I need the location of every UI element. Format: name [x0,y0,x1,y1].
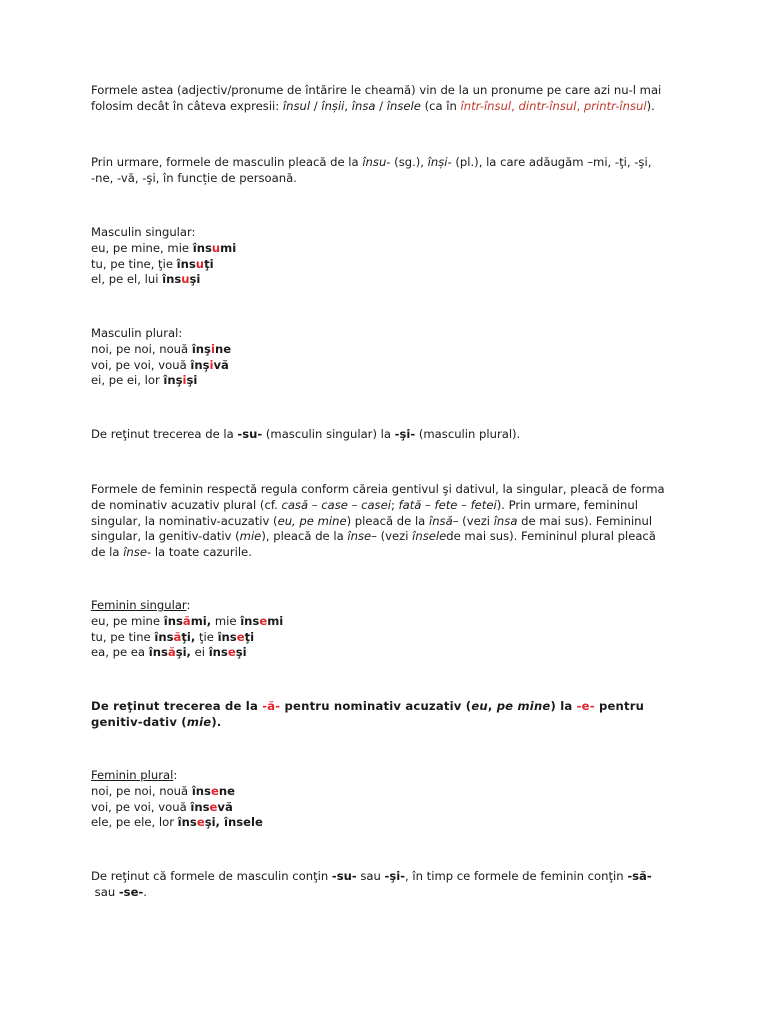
text-run: vă [217,799,233,814]
note-a-e [91,699,691,731]
text-run: însele [219,815,263,830]
list-item [91,630,691,646]
italic-example: mie [186,714,212,729]
list-item [91,257,691,273]
text-run: noi, pe noi, nouă [91,783,192,798]
text-run: ; [390,497,399,512]
text-run: eu, pe mine, mie [91,240,193,255]
text-run: , [576,98,584,113]
pronoun-form [162,272,200,286]
example-intr-insul: într-însul [460,98,512,113]
text-line [91,498,691,514]
text-run: îns [192,240,212,255]
text-run: îns [177,815,197,830]
text-run: mi [267,613,284,628]
term-insele: însele [386,98,421,113]
text-run: , în timp ce formele de feminin conţin [405,869,628,883]
highlight-vowel: i [209,357,214,372]
text-run: Feminin singular [91,598,187,612]
list-item [91,373,691,389]
text-line [91,514,691,530]
morpheme-a: -ă- [262,699,281,713]
list-item [91,784,691,800]
text-run: - (sg.), [386,155,428,169]
text-run: îns [240,613,260,628]
term-insu: însu [362,155,387,169]
text-run: / [310,98,322,113]
note-su-si [91,427,691,443]
text-run: înş [191,341,211,356]
pronoun-form [192,342,231,356]
list-item [91,272,691,288]
list-item [91,800,691,816]
list-item [91,815,691,831]
highlight-vowel: ă [173,629,182,644]
text-line [91,99,691,115]
pronoun-form [154,630,195,644]
highlight-vowel: e [209,799,218,814]
text-run: ea, pe ea [91,645,149,660]
text-run: îns [191,783,211,798]
list-item [91,358,691,374]
text-run: ei [190,645,209,660]
text-run: – (vezi [452,513,494,528]
text-run: / [375,98,387,113]
text-run: îns [217,629,237,644]
text-run: de nominativ acuzativ plural (cf. [91,497,282,512]
morpheme-se: -se- [118,884,144,899]
masculine-singular-block [91,225,691,288]
text-run: îns [190,799,210,814]
text-run: sau [91,884,119,899]
morpheme-si: -şi- [384,869,406,883]
highlight-vowel: e [196,815,205,830]
text-run: genitiv-dativ ( [91,714,187,729]
text-run: înş [190,357,210,372]
text-run: voi, pe voi, vouă [91,799,191,814]
text-run: folosim decât în câteva expresii: [91,98,283,113]
note-summary [91,869,691,901]
text-line [91,529,691,545]
section-title: Masculin plural: [91,326,183,340]
text-line: -ne, -vă, -şi, în funcție de persoană. [91,170,297,185]
term-insa: însa [351,98,376,113]
italic-example: eu, pe mine [277,513,347,528]
pronoun-form [163,373,197,387]
italic-example: însă [428,513,453,528]
text-run: pentru [594,699,645,713]
highlight-vowel: i [182,373,187,388]
highlight-vowel: u [181,272,190,287]
text-run: Feminin plural [91,768,174,782]
text-run: mie [211,613,241,628]
text-line [91,427,691,443]
intro-paragraph [91,83,691,115]
pronoun-form [218,630,255,644]
pronoun-form [240,614,283,628]
text-run: eu, pe mine [91,613,164,628]
text-run: de mai sus). Femininul [517,513,653,528]
highlight-vowel: e [210,783,219,798]
text-line [91,715,691,731]
text-run: şi [235,645,247,660]
morpheme-su: -su- [237,427,263,441]
text-run: îns [176,256,196,271]
pronoun-form [190,358,229,372]
list-item [91,645,691,661]
text-run: ţi [204,256,214,271]
text-run: ne [214,341,232,356]
italic-example: mie [239,529,262,544]
text-line: Formele astea (adjectiv/pronume de întărire le cheamă) vin de la un pronume pe care azi nu-l mai [91,83,662,97]
text-run: îns [163,613,183,628]
text-run: (masculin plural). [415,427,521,441]
text-run: - (pl.), la care adăugăm –mi, -ţi, -şi, [447,155,652,169]
text-run: pentru nominativ acuzativ ( [280,699,472,713]
text-run: voi, pe voi, vouă [91,357,191,372]
highlight-vowel: e [227,645,236,660]
text-run: singular, la genitiv-dativ ( [91,529,240,544]
italic-example: înse [123,545,147,560]
feminine-plural-block [91,768,691,831]
text-run: singular, la nominativ-acuzativ ( [91,513,278,528]
text-run: ), pleacă de la [261,529,348,544]
text-run: înş [163,373,183,388]
text-run: tu, pe tine [91,629,155,644]
masculine-paragraph [91,155,691,187]
pronoun-form [209,645,247,659]
highlight-vowel: u [211,240,221,255]
text-run: ţi [244,629,255,644]
section-title: Masculin singular: [91,225,196,239]
text-run: , [344,98,352,113]
example-dintr-insul: dintr-însul [518,98,577,113]
text-run: – (vezi [371,529,413,544]
highlight-vowel: u [195,256,205,271]
text-run: : [186,598,191,612]
italic-example: înse [347,529,372,544]
pronoun-form [177,257,214,271]
feminine-singular-block [91,598,691,661]
text-line: Formele de feminin respectă regula conform căreia gentivul şi dativul, la singular, pleacă de forma [91,482,665,496]
text-run: (ca în [420,98,461,113]
highlight-vowel: e [236,629,245,644]
text-run: şi [189,272,201,287]
italic-example: eu [471,699,488,713]
section-title [91,768,691,784]
term-insul: însul [282,98,311,113]
text-run: el, pe el, lui [91,272,163,287]
morpheme-e: -e- [576,699,595,713]
highlight-vowel: i [210,341,215,356]
text-run: îns [148,645,168,660]
text-run: . [143,884,147,899]
text-run: - la toate cazurile. [146,545,252,560]
list-item [91,342,691,358]
morpheme-su: -su- [331,869,357,883]
text-run: ) pleacă de la [346,513,429,528]
text-run: , [487,699,497,713]
morpheme-si: -şi- [394,427,416,441]
text-run: şi [186,373,198,388]
text-run: ele, pe ele, lor [91,815,178,830]
text-run: mi, [190,613,212,628]
text-run: ). Prin urmare, femininul [496,497,638,512]
text-run: îns [208,645,228,660]
text-run: mi [220,240,237,255]
text-run: noi, pe noi, nouă [91,341,192,356]
morpheme-sa: -să- [627,869,652,883]
text-run: îns [162,272,182,287]
text-run: ne [218,783,235,798]
pronoun-form [190,800,232,814]
text-run: de mai sus). Femininul plural pleacă [446,529,656,544]
term-insi: înși [427,155,448,169]
text-run: De reţinut trecerea de la [91,427,238,441]
text-run: ). [211,714,222,729]
text-line [91,699,691,715]
pronoun-form [149,645,191,659]
text-run: De reţinut că formele de masculin conţin [91,869,332,883]
list-item [91,241,691,257]
text-run: De reţinut trecerea de la [91,699,263,713]
text-run: vă [213,357,229,372]
text-line [91,869,691,885]
italic-example: însele [412,529,447,544]
feminine-paragraph [91,482,691,561]
highlight-vowel: e [259,613,268,628]
text-run: de la [91,545,124,560]
pronoun-form [192,784,235,798]
text-run: , [511,98,519,113]
text-line [91,885,691,901]
term-insii: înșii [321,98,345,113]
pronoun-form [164,614,211,628]
text-run: îns [154,629,174,644]
text-run: ţie [195,629,218,644]
example-printr-insul: printr-însul [583,98,647,113]
italic-example: casă – case – casei [281,497,391,512]
italic-example: însa [493,513,518,528]
text-run: (masculin singular) la [262,427,395,441]
highlight-vowel: ă [167,645,176,660]
text-line [91,155,691,171]
list-item [91,614,691,630]
text-run: Prin urmare, formele de masculin pleacă de la [91,155,363,169]
pronoun-form [193,241,236,255]
text-run: sau [356,869,385,883]
text-run: ei, pe ei, lor [91,373,164,388]
italic-example: fată – fete – fetei [398,497,497,512]
text-run: şi, [204,815,220,830]
pronoun-form [178,815,263,829]
masculine-plural-block [91,326,691,389]
section-title [91,598,691,614]
text-run: ). [646,98,655,113]
text-run: tu, pe tine, ţie [91,256,177,271]
text-run: : [173,768,178,782]
text-run: şi, [175,645,191,660]
text-line [91,545,691,561]
text-run: ţi, [181,629,196,644]
italic-example: pe mine [496,699,551,713]
text-run: ) la [550,699,577,713]
highlight-vowel: ă [182,613,191,628]
